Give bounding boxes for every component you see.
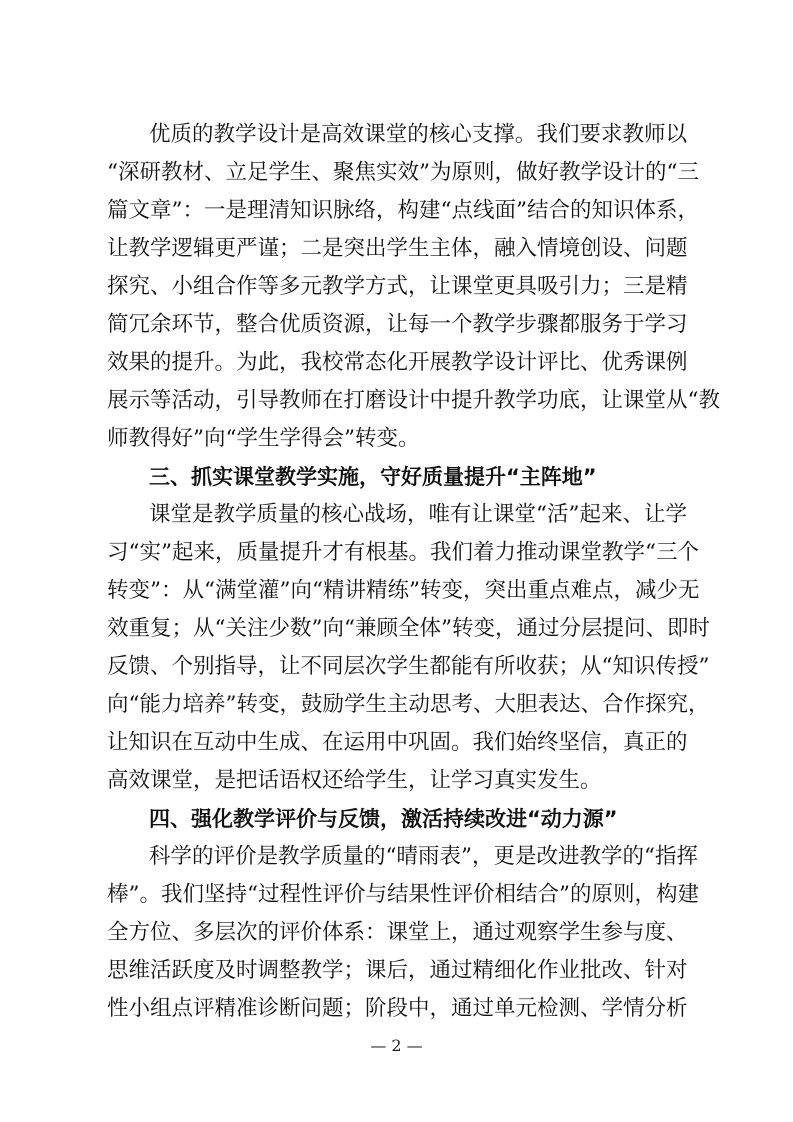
body-text-line: “深研教材、立足学生、聚焦实效”为原则，做好教学设计的“三 [107, 160, 699, 185]
body-text-line: 效重复；从“关注少数”向“兼顾全体”转变，通过分层提问、即时 [107, 616, 710, 641]
body-text-line: 师教得好”向“学生学得会”转变。 [107, 426, 420, 451]
body-text-line: 性小组点评精准诊断问题；阶段中，通过单元检测、学情分析 [107, 996, 688, 1021]
body-text-line: 思维活跃度及时调整教学；课后，通过精细化作业批改、针对 [107, 958, 688, 983]
body-text-line: 课堂是教学质量的核心战场，唯有让课堂“活”起来、让学 [149, 502, 687, 527]
body-text-line: 转变”：从“满堂灌”向“精讲精练”转变，突出重点难点，减少无 [107, 578, 700, 603]
body-text-line: 反馈、个别指导，让不同层次学生都能有所收获；从“知识传授” [107, 654, 710, 679]
page-number: — 2 — [370, 1036, 423, 1055]
body-text-line: 效果的提升。为此，我校常态化开展教学设计评比、优秀课例 [107, 350, 688, 375]
body-text-line: 展示等活动，引导教师在打磨设计中提升教学功底，让课堂从“教 [107, 388, 720, 413]
body-text-line: 让教学逻辑更严谨；二是突出学生主体，融入情境创设、问题 [107, 236, 688, 261]
body-text-line: 探究、小组合作等多元教学方式，让课堂更具吸引力；三是精 [107, 274, 688, 299]
body-text-line: 篇文章”：一是理清知识脉络，构建“点线面”结合的知识体系， [107, 198, 699, 223]
body-text-line: 棒”。我们坚持“过程性评价与结果性评价相结合”的原则，构建 [107, 882, 699, 907]
body-text-line: 简冗余环节，整合优质资源，让每一个教学步骤都服务于学习 [107, 312, 688, 337]
body-text-line: 优质的教学设计是高效课堂的核心支撑。我们要求教师以 [149, 122, 687, 147]
body-text-line: 让知识在互动中生成、在运用中巩固。我们始终坚信，真正的 [107, 730, 688, 755]
body-text-line: 高效课堂，是把话语权还给学生，让学习真实发生。 [107, 768, 602, 793]
body-text-line: 习“实”起来，质量提升才有根基。我们着力推动课堂教学“三个 [107, 540, 699, 565]
section-heading-4: 四、强化教学评价与反馈，激活持续改进“动力源” [149, 807, 618, 831]
section-heading-3: 三、抓实课堂教学实施，守好质量提升“主阵地” [149, 465, 597, 489]
body-text-line: 全方位、多层次的评价体系：课堂上，通过观察学生参与度、 [107, 920, 688, 945]
body-text-line: 科学的评价是教学质量的“晴雨表”，更是改进教学的“指挥 [149, 844, 698, 869]
body-text-line: 向“能力培养”转变，鼓励学生主动思考、大胆表达、合作探究， [107, 692, 710, 717]
